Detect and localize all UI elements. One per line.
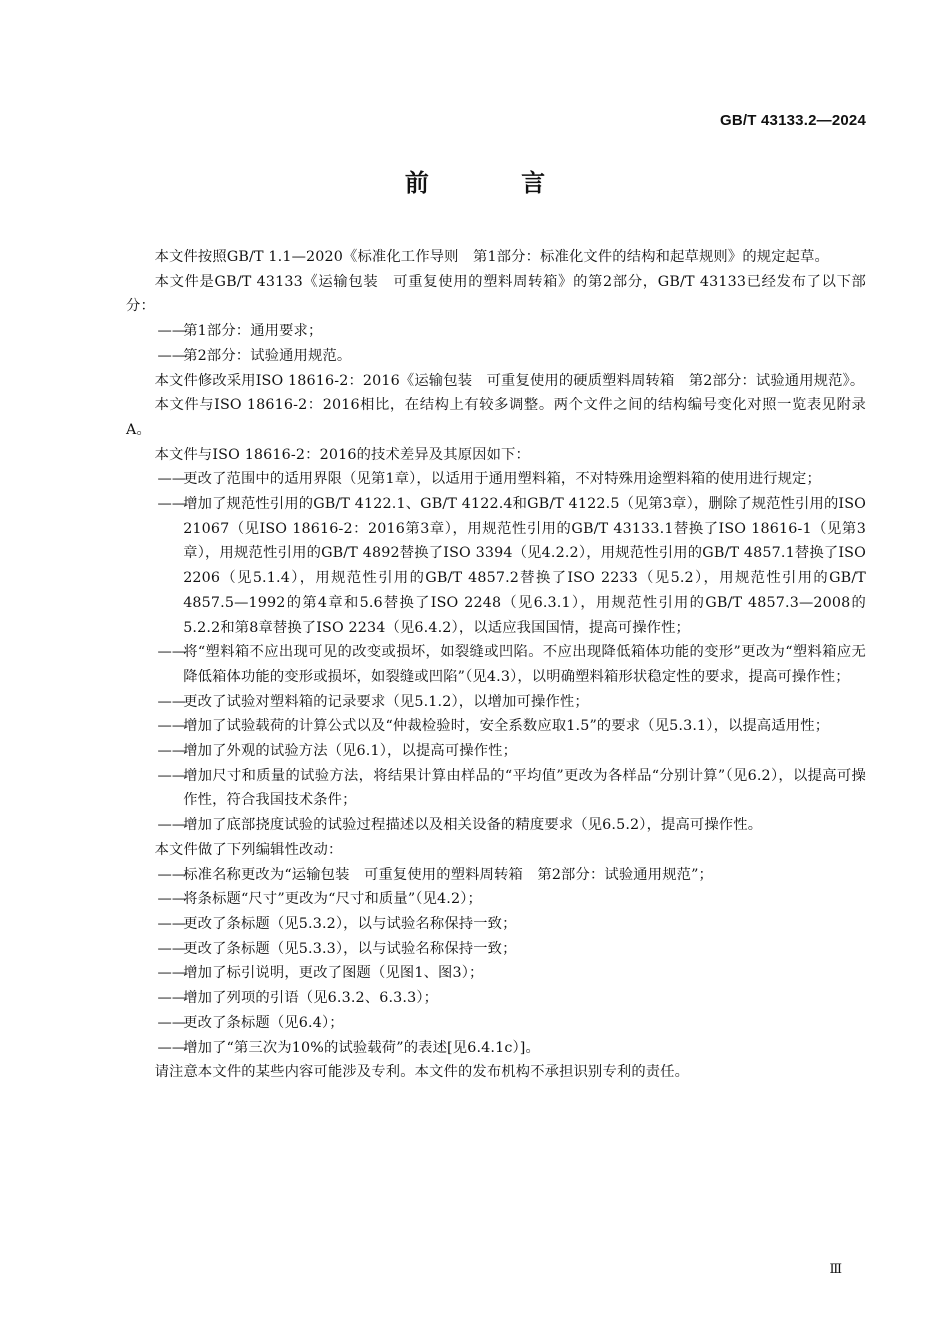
list-item: —— 增加了试验载荷的计算公式以及“仲裁检验时，安全系数应取1.5”的要求（见5.3.1），以提高适用性； [157, 718, 830, 735]
list-item: —— 增加了标引说明，更改了图题（见图1、图3）； [157, 965, 484, 982]
paragraph-series-parts: 本文件是GB/T 43133《运输包装 可重复使用的塑料周转箱》的第2部分，GB/T 43133已经发布了以下部分： [126, 273, 866, 315]
page-title: 前 言 [404, 168, 588, 197]
paragraph-adoption: 本文件修改采用ISO 18616-2：2016《运输包装 可重复使用的硬质塑料周转箱 第2部分：试验通用规范》。 [154, 372, 865, 389]
page-number: Ⅲ [829, 1262, 842, 1277]
standard-number: GB/T 43133.2—2024 [720, 112, 866, 129]
list-item: —— 增加了“第三次为10%的试验载荷”的表述[见6.4.1c）]。 [157, 1039, 540, 1056]
list-item: —— 更改了条标题（见6.4）； [157, 1014, 344, 1031]
paragraph-editorial-intro: 本文件做了下列编辑性改动： [154, 841, 343, 858]
document-body [126, 245, 866, 1085]
list-item: —— 增加了外观的试验方法（见6.1），以提高可操作性； [157, 743, 518, 760]
list-item: —— 增加了底部挠度试验的试验过程描述以及相关设备的精度要求（见6.5.2），提高可操作性。 [157, 817, 763, 834]
paragraph-drafting-rules: 本文件按照GB/T 1.1—2020《标准化工作导则 第1部分：标准化文件的结构和起草规则》的规定起草。 [154, 249, 830, 265]
paragraph-tech-diff-intro: 本文件与ISO 18616-2：2016的技术差异及其原因如下： [154, 446, 530, 463]
list-item: —— 第2部分：试验通用规范。 [157, 347, 352, 364]
list-item: —— 更改了条标题（见5.3.2），以与试验名称保持一致； [157, 915, 517, 932]
list-item: —— 更改了范围中的适用界限（见第1章），以适用于通用塑料箱，不对特殊用途塑料箱的使用进行规定； [157, 471, 821, 488]
paragraph-structure: 本文件与ISO 18616-2：2016相比，在结构上有较多调整。两个文件之间的结构编号变化对照一览表见附录A。 [126, 397, 866, 438]
list-item: —— 第1部分：通用要求； [157, 323, 323, 340]
list-item: —— 将“塑料箱不应出现可见的改变或损坏，如裂缝或凹陷。不应出现降低箱体功能的变形”更改为“塑料箱应无降低箱体功能的变形或损坏，如裂缝或凹陷”（见4.3），以明确塑料箱形状稳定性的要求，提高可操作性； [157, 644, 866, 685]
list-item: —— 标准名称更改为“运输包装 可重复使用的塑料周转箱 第2部分：试验通用规范”； [157, 866, 713, 883]
list-item: —— 增加了规范性引用的GB/T 4122.1、GB/T 4122.4和GB/T 4122.5（见第3章），删除了规范性引用的ISO 21067（见ISO 18616-2：2016第3章），用规范性引用的GB/T 43133.1替换了ISO 18616-1（见第3章），用规范性引用的GB/T 4892替换了ISO 3394（见4.2.2），用规范性引用的GB/T 4857.1替换了ISO 2206（见5.1.4），用规范性引用的GB/T 4857.2替换了ISO 2233（见5.2），用规范性引用的GB/T 4857.5—1992的第4章和5.6替换了ISO 2248（见6.3.1），用规范性引用的GB/T 4857.3—2008的5.2.2和第8章替换了ISO 2234（见6.4.2），以适应我国国情，提高可操作性； [157, 496, 867, 636]
list-item: —— 更改了试验对塑料箱的记录要求（见5.1.2），以增加可操作性； [157, 693, 589, 710]
paragraph-patent-notice: 请注意本文件的某些内容可能涉及专利。本文件的发布机构不承担识别专利的责任。 [154, 1064, 690, 1081]
list-item: —— 将条标题“尺寸”更改为“尺寸和质量”（见4.2）； [157, 891, 482, 908]
list-item: —— 增加了列项的引语（见6.3.2、6.3.3）； [157, 990, 439, 1007]
list-item: —— 更改了条标题（见5.3.3），以与试验名称保持一致； [157, 940, 517, 957]
list-item: —— 增加尺寸和质量的试验方法，将结果计算由样品的“平均值”更改为各样品“分别计算”（见6.2），以提高可操作性，符合我国技术条件； [157, 767, 866, 809]
